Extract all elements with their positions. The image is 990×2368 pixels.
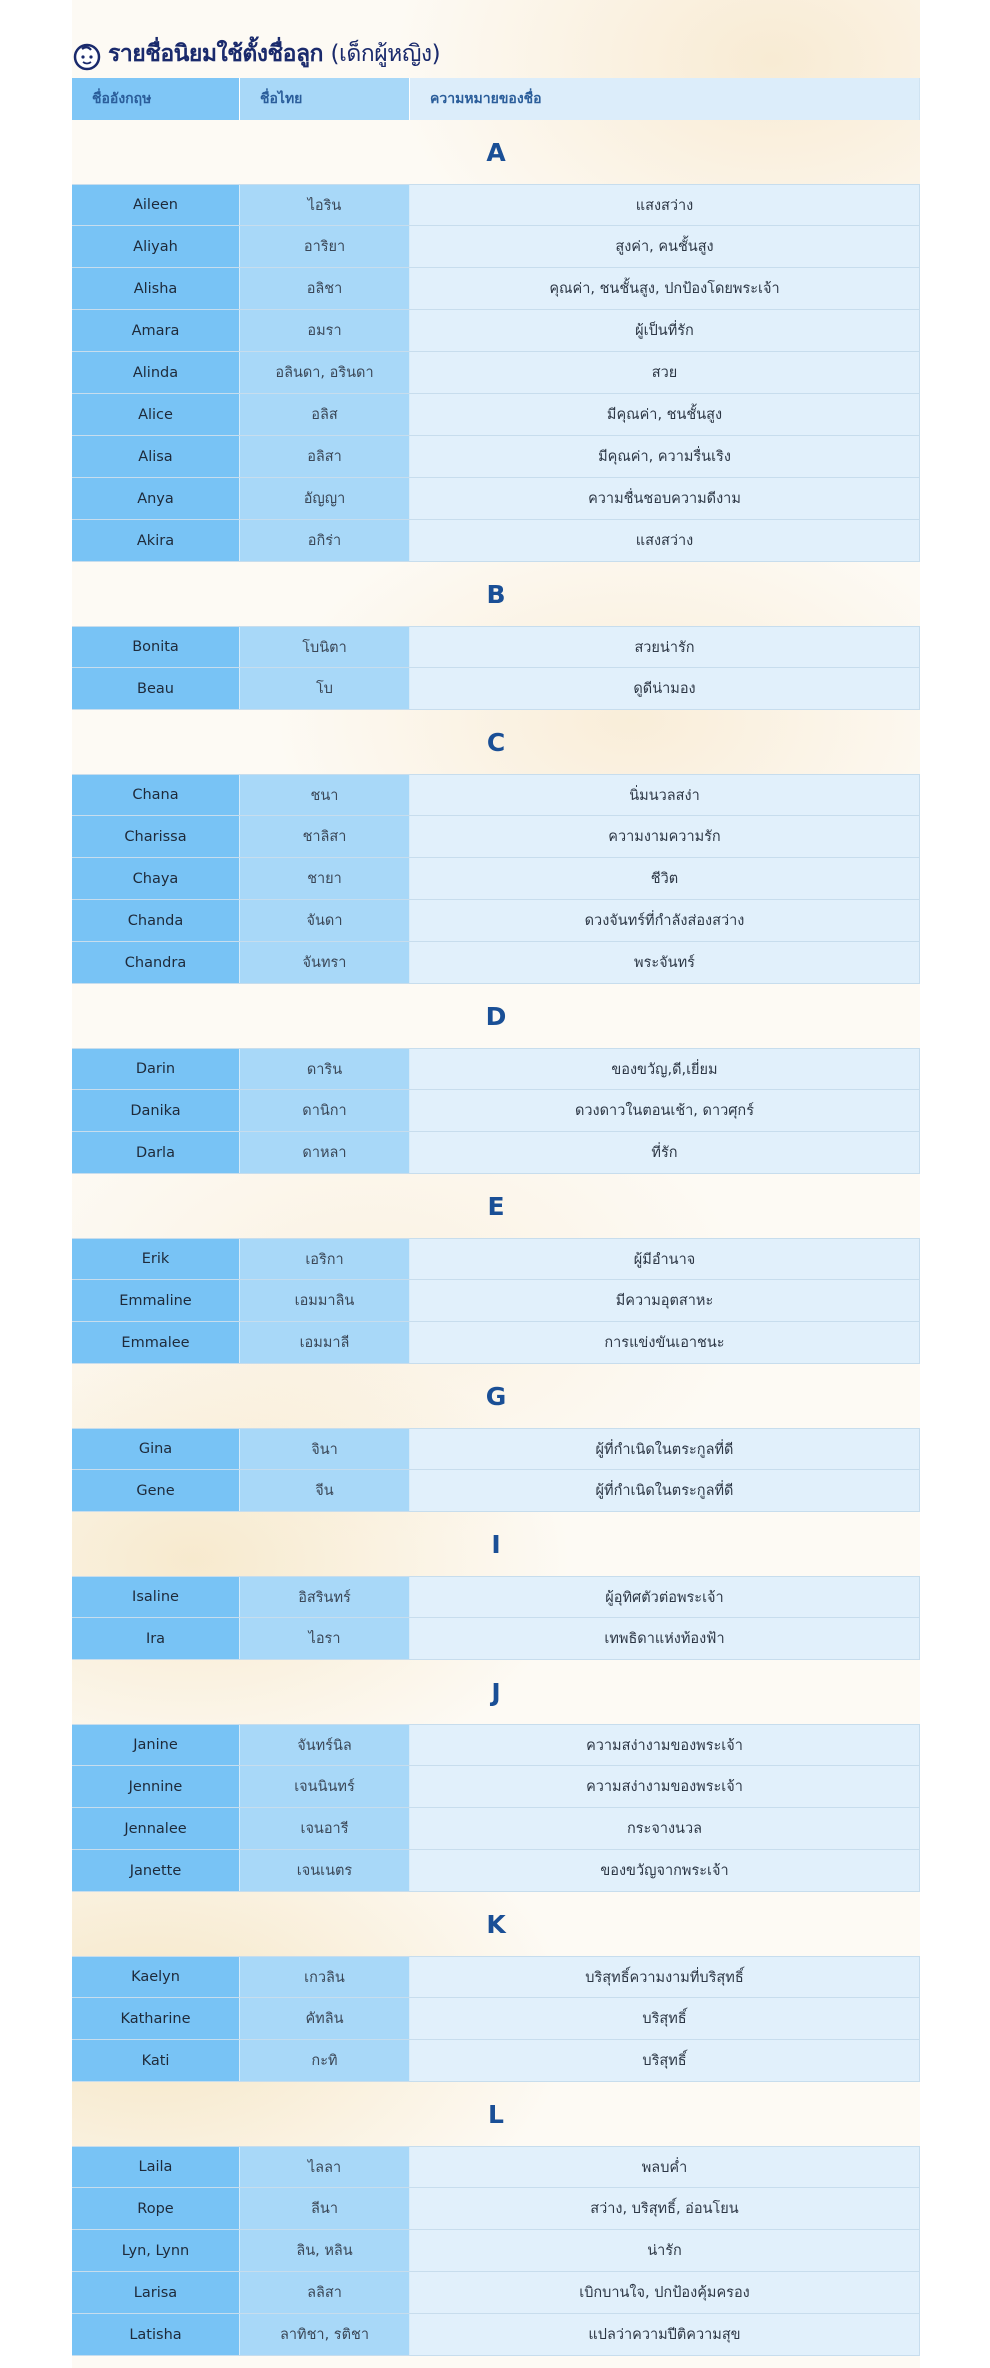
table-row	[72, 1850, 920, 1892]
table-row	[72, 1048, 920, 1090]
meaning-cell: แสงสว่าง	[410, 185, 920, 225]
english-name-cell: Laila	[72, 2147, 240, 2187]
table-row	[72, 1090, 920, 1132]
meaning-cell: กระจางนวล	[410, 1808, 920, 1849]
thai-name-cell: เอมมาลี	[240, 1322, 410, 1363]
thai-name-cell: จีน	[240, 1470, 410, 1511]
english-name-cell: Aliyah	[72, 226, 240, 267]
section-letter-k: K	[486, 1909, 506, 1939]
english-name-cell: Bonita	[72, 627, 240, 667]
section-letter-b: B	[486, 579, 506, 609]
meaning-cell: มีคุณค่า, ความรื่นเริง	[410, 436, 920, 477]
table-row	[72, 774, 920, 816]
english-name-cell: Danika	[72, 1090, 240, 1131]
table-row	[72, 1132, 920, 1174]
title-row	[72, 0, 920, 78]
english-name-cell: Kaelyn	[72, 1957, 240, 1997]
thai-name-cell: คัทลิน	[240, 1998, 410, 2039]
thai-name-cell: ไลลา	[240, 2147, 410, 2187]
english-name-cell: Charissa	[72, 816, 240, 857]
thai-name-cell: ลิน, หลิน	[240, 2230, 410, 2271]
header-english-name: ชื่ออังกฤษ	[72, 78, 240, 120]
meaning-cell: ความงามความรัก	[410, 816, 920, 857]
thai-name-cell: ลีนา	[240, 2188, 410, 2229]
english-name-cell: Beau	[72, 668, 240, 709]
thai-name-cell: โบ	[240, 668, 410, 709]
meaning-cell: ความสง่างามของพระเจ้า	[410, 1766, 920, 1807]
table-row	[72, 2040, 920, 2082]
meaning-cell: ดูดีน่ามอง	[410, 668, 920, 709]
english-name-cell: Janine	[72, 1725, 240, 1765]
table-row	[72, 1956, 920, 1998]
section-rows-c	[72, 774, 920, 984]
table-row	[72, 1618, 920, 1660]
table-row	[72, 310, 920, 352]
english-name-cell: Chanda	[72, 900, 240, 941]
table-row	[72, 816, 920, 858]
table-header	[72, 78, 920, 120]
thai-name-cell: เจนเนตร	[240, 1850, 410, 1891]
english-name-cell: Gina	[72, 1429, 240, 1469]
english-name-cell: Alice	[72, 394, 240, 435]
page-title-sub: (เด็กผู้หญิง)	[330, 41, 441, 67]
baby-face-icon	[72, 42, 102, 72]
meaning-cell: การแข่งขันเอาชนะ	[410, 1322, 920, 1363]
section-letter-g: G	[485, 1381, 507, 1411]
table-row	[72, 1238, 920, 1280]
english-name-cell: Chandra	[72, 942, 240, 983]
table-row	[72, 2314, 920, 2356]
thai-name-cell: ดานิกา	[240, 1090, 410, 1131]
meaning-cell: ผู้ที่กำเนิดในตระกูลที่ดี	[410, 1470, 920, 1511]
english-name-cell: Erik	[72, 1239, 240, 1279]
thai-name-cell: เกวลิน	[240, 1957, 410, 1997]
thai-name-cell: ลลิสา	[240, 2272, 410, 2313]
thai-name-cell: ดาหลา	[240, 1132, 410, 1173]
table-row	[72, 1470, 920, 1512]
section-rows-k	[72, 1956, 920, 2082]
meaning-cell: เทพธิดาแห่งท้องฟ้า	[410, 1618, 920, 1659]
table-row	[72, 1576, 920, 1618]
meaning-cell: ของขวัญจากพระเจ้า	[410, 1850, 920, 1891]
meaning-cell: แสงสว่าง	[410, 520, 920, 561]
section-letter-c: C	[486, 727, 506, 757]
english-name-cell: Emmalee	[72, 1322, 240, 1363]
meaning-cell: พระจันทร์	[410, 942, 920, 983]
thai-name-cell: ไอรา	[240, 1618, 410, 1659]
meaning-cell: ผู้มีอำนาจ	[410, 1239, 920, 1279]
table-row	[72, 1280, 920, 1322]
section-letter-a: A	[486, 137, 506, 167]
table-row	[72, 478, 920, 520]
meaning-cell: น่ารัก	[410, 2230, 920, 2271]
english-name-cell: Amara	[72, 310, 240, 351]
english-name-cell: Rope	[72, 2188, 240, 2229]
page-title	[108, 36, 440, 72]
english-name-cell: Gene	[72, 1470, 240, 1511]
header-meaning: ความหมายของชื่อ	[410, 78, 920, 120]
name-groups	[72, 120, 920, 2356]
thai-name-cell: อัญญา	[240, 478, 410, 519]
section-rows-j	[72, 1724, 920, 1892]
table-row	[72, 626, 920, 668]
thai-name-cell: เอริกา	[240, 1239, 410, 1279]
meaning-cell: ผู้ที่กำเนิดในตระกูลที่ดี	[410, 1429, 920, 1469]
meaning-cell: ของขวัญ,ดี,เยี่ยม	[410, 1049, 920, 1089]
thai-name-cell: ชนา	[240, 775, 410, 815]
names-document	[72, 0, 920, 2356]
thai-name-cell: อิสรินทร์	[240, 1577, 410, 1617]
table-row	[72, 1724, 920, 1766]
english-name-cell: Jennine	[72, 1766, 240, 1807]
english-name-cell: Lyn, Lynn	[72, 2230, 240, 2271]
thai-name-cell: โบนิตา	[240, 627, 410, 667]
table-row	[72, 1766, 920, 1808]
section-rows-l	[72, 2146, 920, 2356]
header-thai-name: ชื่อไทย	[240, 78, 410, 120]
section-rows-g	[72, 1428, 920, 1512]
section-letter-l: L	[488, 2099, 504, 2129]
section-rows-b	[72, 626, 920, 710]
meaning-cell: ดวงจันทร์ที่กำลังส่องสว่าง	[410, 900, 920, 941]
meaning-cell: ความสง่างามของพระเจ้า	[410, 1725, 920, 1765]
table-row	[72, 268, 920, 310]
thai-name-cell: กะทิ	[240, 2040, 410, 2081]
english-name-cell: Akira	[72, 520, 240, 561]
meaning-cell: บริสุทธิ์ความงามที่บริสุทธิ์	[410, 1957, 920, 1997]
thai-name-cell: อาริยา	[240, 226, 410, 267]
table-row	[72, 1808, 920, 1850]
thai-name-cell: อลินดา, อรินดา	[240, 352, 410, 393]
meaning-cell: ชีวิต	[410, 858, 920, 899]
thai-name-cell: อมรา	[240, 310, 410, 351]
english-name-cell: Alinda	[72, 352, 240, 393]
meaning-cell: สวยน่ารัก	[410, 627, 920, 667]
english-name-cell: Emmaline	[72, 1280, 240, 1321]
table-row	[72, 900, 920, 942]
table-row	[72, 1428, 920, 1470]
meaning-cell: ผู้อุทิศตัวต่อพระเจ้า	[410, 1577, 920, 1617]
table-row	[72, 520, 920, 562]
section-rows-d	[72, 1048, 920, 1174]
meaning-cell: นิ่มนวลสง่า	[410, 775, 920, 815]
english-name-cell: Aileen	[72, 185, 240, 225]
meaning-cell: สว่าง, บริสุทธิ์, อ่อนโยน	[410, 2188, 920, 2229]
meaning-cell: ดวงดาวในตอนเช้า, ดาวศุกร์	[410, 1090, 920, 1131]
thai-name-cell: อกิร่า	[240, 520, 410, 561]
meaning-cell: เบิกบานใจ, ปกป้องคุ้มครอง	[410, 2272, 920, 2313]
meaning-cell: มีคุณค่า, ชนชั้นสูง	[410, 394, 920, 435]
thai-name-cell: ไอริน	[240, 185, 410, 225]
english-name-cell: Larisa	[72, 2272, 240, 2313]
thai-name-cell: จันทรา	[240, 942, 410, 983]
meaning-cell: ผู้เป็นที่รัก	[410, 310, 920, 351]
thai-name-cell: จันดา	[240, 900, 410, 941]
meaning-cell: พลบค่ำ	[410, 2147, 920, 2187]
thai-name-cell: ชายา	[240, 858, 410, 899]
table-row	[72, 226, 920, 268]
table-row	[72, 2230, 920, 2272]
section-rows-i	[72, 1576, 920, 1660]
thai-name-cell: ดาริน	[240, 1049, 410, 1089]
table-row	[72, 2272, 920, 2314]
english-name-cell: Chana	[72, 775, 240, 815]
section-letter-j: J	[491, 1677, 501, 1707]
meaning-cell: ที่รัก	[410, 1132, 920, 1173]
section-rows-a	[72, 184, 920, 562]
english-name-cell: Katharine	[72, 1998, 240, 2039]
table-row	[72, 2146, 920, 2188]
english-name-cell: Alisa	[72, 436, 240, 477]
thai-name-cell: อลิส	[240, 394, 410, 435]
thai-name-cell: ชาลิสา	[240, 816, 410, 857]
meaning-cell: สูงค่า, คนชั้นสูง	[410, 226, 920, 267]
table-row	[72, 352, 920, 394]
table-row	[72, 942, 920, 984]
section-letter-e: E	[487, 1191, 505, 1221]
table-row	[72, 2188, 920, 2230]
english-name-cell: Chaya	[72, 858, 240, 899]
meaning-cell: บริสุทธิ์	[410, 1998, 920, 2039]
table-row	[72, 1998, 920, 2040]
english-name-cell: Janette	[72, 1850, 240, 1891]
table-row	[72, 436, 920, 478]
meaning-cell: ความชื่นชอบความดีงาม	[410, 478, 920, 519]
english-name-cell: Darin	[72, 1049, 240, 1089]
meaning-cell: บริสุทธิ์	[410, 2040, 920, 2081]
english-name-cell: Latisha	[72, 2314, 240, 2355]
english-name-cell: Kati	[72, 2040, 240, 2081]
thai-name-cell: เจนอารี	[240, 1808, 410, 1849]
thai-name-cell: เอมมาลิน	[240, 1280, 410, 1321]
table-row	[72, 184, 920, 226]
thai-name-cell: ลาทิชา, รติชา	[240, 2314, 410, 2355]
table-row	[72, 858, 920, 900]
meaning-cell: มีความอุตสาหะ	[410, 1280, 920, 1321]
meaning-cell: แปลว่าความปีติความสุข	[410, 2314, 920, 2355]
english-name-cell: Ira	[72, 1618, 240, 1659]
section-letter-d: D	[485, 1001, 507, 1031]
thai-name-cell: อลิสา	[240, 436, 410, 477]
table-row	[72, 394, 920, 436]
thai-name-cell: จินา	[240, 1429, 410, 1469]
section-letter-i: I	[491, 1529, 501, 1559]
table-row	[72, 668, 920, 710]
english-name-cell: Jennalee	[72, 1808, 240, 1849]
english-name-cell: Isaline	[72, 1577, 240, 1617]
english-name-cell: Anya	[72, 478, 240, 519]
thai-name-cell: อลิชา	[240, 268, 410, 309]
meaning-cell: สวย	[410, 352, 920, 393]
english-name-cell: Darla	[72, 1132, 240, 1173]
page-title-main: รายชื่อนิยมใช้ตั้งชื่อลูก	[108, 41, 323, 67]
english-name-cell: Alisha	[72, 268, 240, 309]
section-rows-e	[72, 1238, 920, 1364]
thai-name-cell: จันทร์นิล	[240, 1725, 410, 1765]
table-row	[72, 1322, 920, 1364]
thai-name-cell: เจนนินทร์	[240, 1766, 410, 1807]
meaning-cell: คุณค่า, ชนชั้นสูง, ปกป้องโดยพระเจ้า	[410, 268, 920, 309]
